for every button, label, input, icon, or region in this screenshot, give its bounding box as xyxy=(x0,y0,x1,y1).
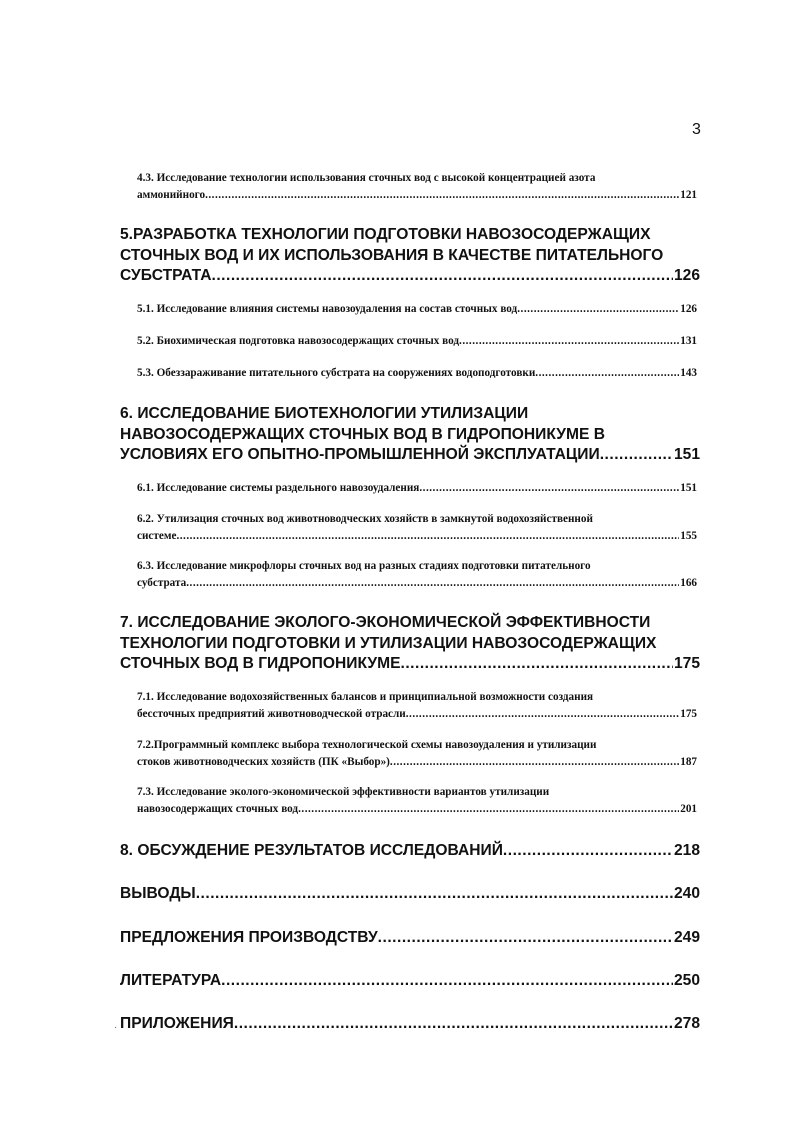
toc-entry-text: 6.3. Исследование микрофлоры сточных вод на разных стадиях подготовки питательного xyxy=(137,560,591,572)
toc-section-title: ЛИТЕРАТУРА xyxy=(120,972,222,989)
toc-page-number: 218 xyxy=(673,842,700,859)
toc-entry-text: 5.2. Биохимическая подготовка навозосодержащих сточных вод xyxy=(137,335,460,347)
leader-dots xyxy=(176,528,679,545)
toc-page-number: 201 xyxy=(680,803,697,815)
toc-section-title: ВЫВОДЫ xyxy=(120,885,196,902)
toc-page-number: 250 xyxy=(673,972,700,989)
toc-page-number: 240 xyxy=(673,885,700,902)
toc-entry-text: навозосодержащих сточных вод xyxy=(137,803,299,815)
toc-section-title: СТОЧНЫХ ВОД И ИХ ИСПОЛЬЗОВАНИЯ В КАЧЕСТВЕ ПИТАТЕЛЬНОГО xyxy=(120,246,664,264)
leader-dots xyxy=(205,187,679,204)
toc-entry-text: 7.2.Программный комплекс выбора технологической схемы навозоудаления и утилизации xyxy=(137,739,597,751)
toc-page-number: 126 xyxy=(680,303,697,315)
toc-page-number: 151 xyxy=(680,482,697,494)
toc-entry-text: аммонийного xyxy=(137,189,206,201)
toc-entry-text: стоков животноводческих хозяйств (ПК «Выбор») xyxy=(137,756,390,768)
toc-page-number: 131 xyxy=(680,335,697,347)
toc-page-number: 175 xyxy=(673,655,700,672)
toc-entry-text: 5.3. Обеззараживание питательного субстрата на сооружениях водоподготовки xyxy=(137,367,536,379)
leader-dots xyxy=(400,654,672,675)
toc-entry-text: субстрата xyxy=(137,577,187,589)
toc-page-number: 278 xyxy=(673,1015,700,1032)
toc-entry-text: системе xyxy=(137,530,177,542)
leader-dots xyxy=(600,445,673,466)
toc-page-number: 155 xyxy=(680,530,697,542)
leader-dots xyxy=(378,928,673,949)
toc-section-title: 7. ИССЛЕДОВАНИЕ ЭКОЛОГО-ЭКОНОМИЧЕСКОЙ ЭФФЕКТИВНОСТИ xyxy=(120,614,651,631)
toc-section-title: ПРЕДЛОЖЕНИЯ ПРОИЗВОДСТВУ xyxy=(120,929,378,946)
toc-section-title: СТОЧНЫХ ВОД В ГИДРОПОНИКУМЕ xyxy=(120,655,401,672)
toc-page-number: 121 xyxy=(680,189,697,201)
toc-section-title: 6. ИССЛЕДОВАНИЕ БИОТЕХНОЛОГИИ УТИЛИЗАЦИИ xyxy=(120,405,529,422)
toc-entry-text: 6.2. Утилизация сточных вод животноводческих хозяйств в замкнутой водохозяйственной xyxy=(137,513,593,525)
toc-entry-text: 4.3. Исследование технологии использования сточных вод с высокой концентрацией азота xyxy=(137,172,596,184)
toc-section-title: 5.РАЗРАБОТКА ТЕХНОЛОГИИ ПОДГОТОВКИ НАВОЗОСОДЕРЖАЩИХ xyxy=(120,226,651,243)
leader-dots xyxy=(196,884,673,905)
toc-page-number: 151 xyxy=(673,446,700,463)
toc-page-number: 249 xyxy=(673,929,700,946)
toc-section-title: НАВОЗОСОДЕРЖАЩИХ СТОЧНЫХ ВОД В ГИДРОПОНИКУМЕ В xyxy=(120,425,605,443)
leader-dots xyxy=(234,1014,673,1035)
leader-dots xyxy=(186,575,679,592)
toc-section-title: ПРИЛОЖЕНИЯ xyxy=(120,1015,234,1032)
leader-dots xyxy=(406,706,679,723)
leader-dots xyxy=(535,365,679,382)
scan-speck: · xyxy=(114,1022,118,1033)
toc-page-number: 143 xyxy=(680,367,697,379)
page-number: 3 xyxy=(692,121,701,138)
leader-dots xyxy=(419,480,679,497)
toc-section-title: 8. ОБСУЖДЕНИЕ РЕЗУЛЬТАТОВ ИССЛЕДОВАНИЙ xyxy=(120,842,503,859)
toc-page-number: 187 xyxy=(680,756,697,768)
leader-dots xyxy=(221,971,673,992)
leader-dots xyxy=(459,333,679,350)
leader-dots xyxy=(503,841,673,862)
toc-page-number: 166 xyxy=(680,577,697,589)
toc-page-number: 126 xyxy=(673,267,700,284)
toc-section-title: ТЕХНОЛОГИИ ПОДГОТОВКИ И УТИЛИЗАЦИИ НАВОЗОСОДЕРЖАЩИХ xyxy=(120,634,657,652)
toc-entry-text: 6.1. Исследование системы раздельного навозоудаления xyxy=(137,482,420,494)
toc-entry-text: 7.1. Исследование водохозяйственных балансов и принципиальной возможности создания xyxy=(137,691,594,703)
toc-section-title: СУБСТРАТА xyxy=(120,267,212,284)
leader-dots xyxy=(211,266,672,287)
toc-entry-text: 7.3. Исследование эколого-экономической эффективности вариантов утилизации xyxy=(137,786,550,798)
leader-dots xyxy=(517,301,679,318)
toc-entry-text: бессточных предприятий животноводческой отрасли xyxy=(137,708,406,720)
leader-dots xyxy=(298,801,679,818)
leader-dots xyxy=(390,754,679,771)
toc-entry-text: 5.1. Исследование влияния системы навозоудаления на состав сточных вод xyxy=(137,303,518,315)
toc-page-number: 175 xyxy=(680,708,697,720)
toc-section-title: УСЛОВИЯХ ЕГО ОПЫТНО-ПРОМЫШЛЕННОЙ ЭКСПЛУАТАЦИИ xyxy=(120,446,600,463)
